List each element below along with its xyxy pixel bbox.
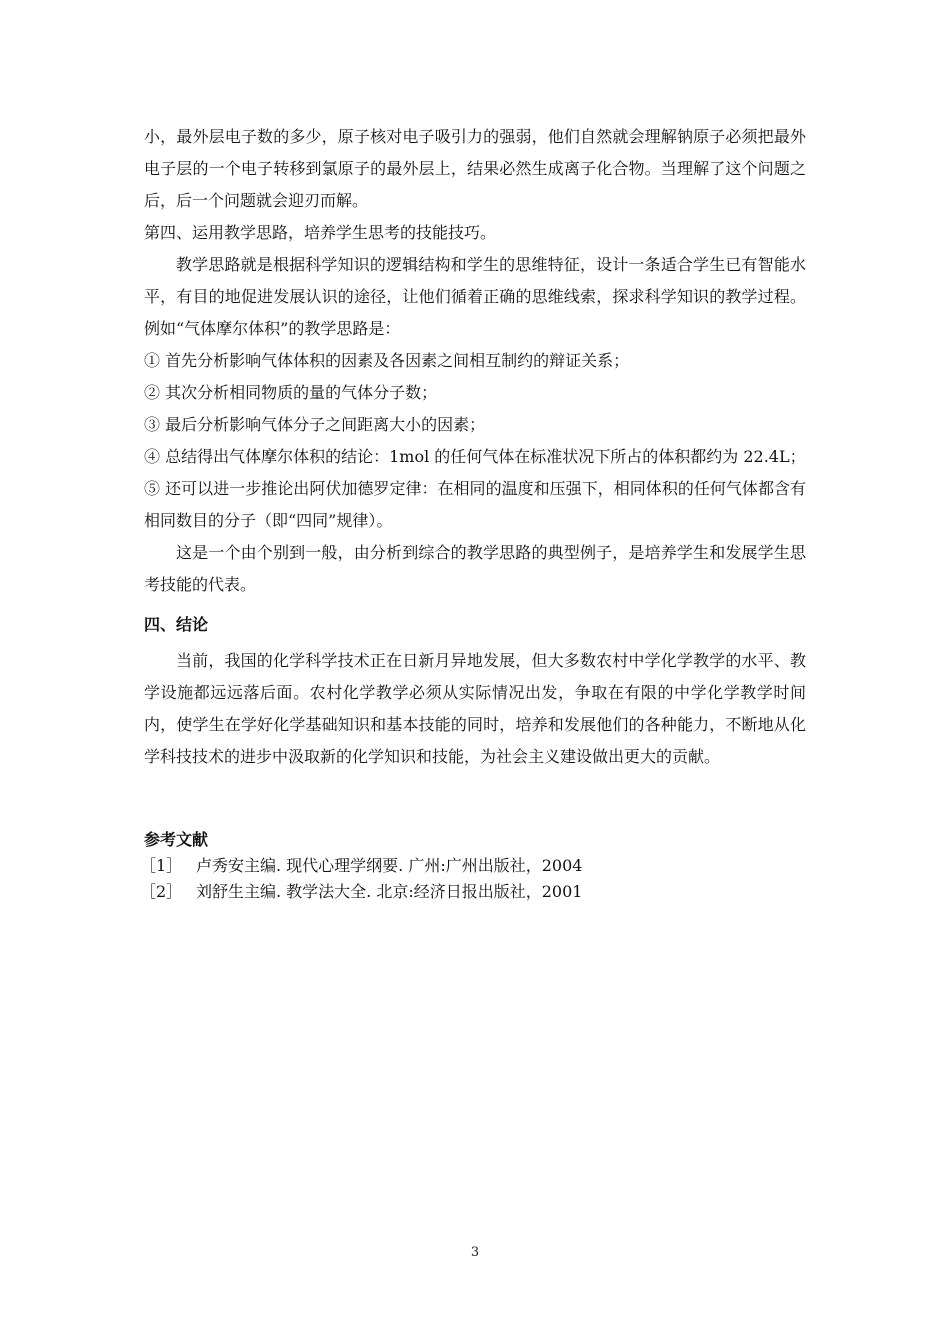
paragraph-example-summary: 这是一个由个别到一般，由分析到综合的教学思路的典型例子，是培养学生和发展学生思考技能的代表。: [144, 543, 806, 594]
section-heading-conclusion: 四、结论: [144, 615, 209, 634]
reference-item-1: [140, 853, 806, 879]
list-item-2: ② 其次分析相同物质的量的气体分子数；: [144, 383, 438, 402]
list-item-4: ④ 总结得出气体摩尔体积的结论：1mol 的任何气体在标准状况下所占的体积都约为 22.4L；: [144, 447, 806, 466]
list-item-1: ① 首先分析影响气体体积的因素及各因素之间相互制约的辩证关系；: [144, 351, 630, 370]
reference-number: ［1］: [140, 856, 183, 875]
reference-text: 卢秀安主编. 现代心理学纲要. 广州:广州出版社，2004: [196, 856, 583, 875]
paragraph-teaching-approach: 教学思路就是根据科学知识的逻辑结构和学生的思维特征，设计一条适合学生已有智能水平，有目的地促进发展认识的途径，让他们循着正确的思维线索，探求科学知识的教学过程。例如“气体摩尔体积”的教学思路是：: [144, 255, 806, 338]
list-item-5: ⑤ 还可以进一步推论出阿伏加德罗定律：在相同的温度和压强下，相同体积的任何气体都含有相同数目的分子（即“四同”规律）。: [144, 479, 806, 530]
reference-text: 刘舒生主编. 教学法大全. 北京:经济日报出版社，2001: [196, 882, 583, 901]
page-number: 3: [470, 1245, 480, 1260]
paragraph-continuation: 小，最外层电子数的多少，原子核对电子吸引力的强弱，他们自然就会理解钠原子必须把最外电子层的一个电子转移到氯原子的最外层上，结果必然生成离子化合物。当理解了这个问题之后，后一个问题就会迎刃而解。: [144, 127, 806, 210]
reference-number: ［2］: [140, 882, 183, 901]
references-section: [140, 827, 806, 905]
list-item-3: ③ 最后分析影响气体分子之间距离大小的因素；: [144, 415, 486, 434]
point-four-heading: 第四、运用教学思路，培养学生思考的技能技巧。: [144, 223, 497, 242]
reference-item-2: [140, 879, 806, 905]
paragraph-conclusion: 当前，我国的化学科学技术正在日新月异地发展，但大多数农村中学化学教学的水平、教学设施都远远落后面。农村化学教学必须从实际情况出发，争取在有限的中学化学教学时间内，使学生在学好化学基础知识和基本技能的同时，培养和发展他们的各种能力，不断地从化学科技技术的进步中汲取新的化学知识和技能，为社会主义建设做出更大的贡献。: [144, 651, 806, 766]
references-title: 参考文献: [144, 830, 209, 849]
page-content: [140, 121, 806, 905]
